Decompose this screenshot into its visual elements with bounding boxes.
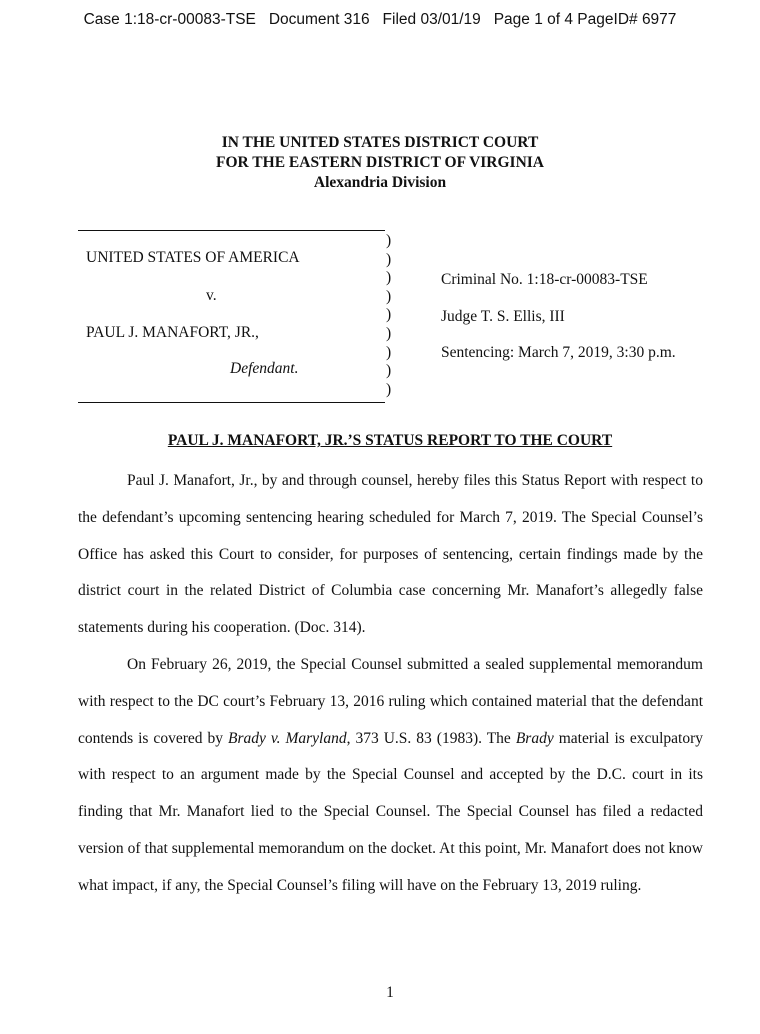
defendant-role: Defendant. <box>230 360 299 377</box>
sentencing-date: Sentencing: March 7, 2019, 3:30 p.m. <box>441 344 676 361</box>
paragraph-1: Paul J. Manafort, Jr., by and through counsel, hereby files this Status Report with respect to the defendant’s upcoming sentencing hearing scheduled for March 7, 2019. The Special Counsel’s Office has asked this Court to consider, for purposes of sentencing, certain findings made by the district court in the related District of Columbia case concerning Mr. Manafort’s allegedly false statements during his cooperation. (Doc. 314). <box>78 472 703 637</box>
caption-paren: ) <box>386 362 392 380</box>
paragraph-2-part1: On February 26, 2019, the Special Counsel submitted a sealed supplemental memorandum with respect to the DC court’s February 13, 2016 ruling which contained material that the defendant contends is covered by <box>78 655 703 747</box>
caption-paren: ) <box>386 232 392 249</box>
court-name-line1: IN THE UNITED STATES DISTRICT COURT <box>221 134 539 151</box>
caption-bottom-rule <box>78 402 385 403</box>
court-heading <box>0 133 760 193</box>
caption-paren: ) <box>386 269 392 287</box>
paragraph-2 <box>78 647 703 905</box>
plaintiff-name: UNITED STATES OF AMERICA <box>86 249 300 266</box>
defendant-name: PAUL J. MANAFORT, JR., <box>86 324 259 341</box>
caption-paren: ) <box>386 287 392 305</box>
header-case-number: Case 1:18-cr-00083-TSE <box>83 11 256 28</box>
caption-paren: ) <box>386 324 392 342</box>
paragraph-2-part3: material is exculpatory with respect to an argument made by the Special Counsel and accepted by the D.C. court in its finding that Mr. Manafort lied to the Special Counsel. The Special Counsel has filed a redacted version of that supplemental memorandum on the docket. At this point, Mr. Manafort does not know what impact, if any, the Special Counsel’s filing will have on the February 13, 2019 ruling. <box>78 729 703 894</box>
header-page-info: Page 1 of 4 PageID# 6977 <box>493 11 677 28</box>
versus-label: v. <box>206 287 217 304</box>
court-division: Alexandria Division <box>313 174 447 191</box>
court-name-line2: FOR THE EASTERN DISTRICT OF VIRGINIA <box>215 154 545 171</box>
report-body <box>78 463 703 905</box>
caption-paren: ) <box>386 343 392 361</box>
header-document-number: Document 316 <box>268 11 370 28</box>
caption-top-rule <box>78 230 385 231</box>
case-caption-parties <box>78 230 385 403</box>
case-citation-brady-v-maryland: Brady v. Maryland <box>227 729 347 747</box>
document-title: PAUL J. MANAFORT, JR.’S STATUS REPORT TO THE COURT <box>167 432 613 449</box>
header-filed-date: Filed 03/01/19 <box>382 11 481 28</box>
paragraph-2-part2: , 373 U.S. 83 (1983). The <box>346 729 516 747</box>
caption-paren-column <box>386 232 391 399</box>
case-citation-brady: Brady <box>515 729 554 747</box>
filing-header <box>0 11 760 29</box>
judge-name: Judge T. S. Ellis, III <box>441 308 565 325</box>
page-number: 1 <box>386 984 394 1001</box>
caption-paren: ) <box>386 306 392 324</box>
criminal-number: Criminal No. 1:18-cr-00083-TSE <box>441 271 648 288</box>
caption-paren: ) <box>386 380 392 398</box>
caption-paren: ) <box>386 250 392 268</box>
